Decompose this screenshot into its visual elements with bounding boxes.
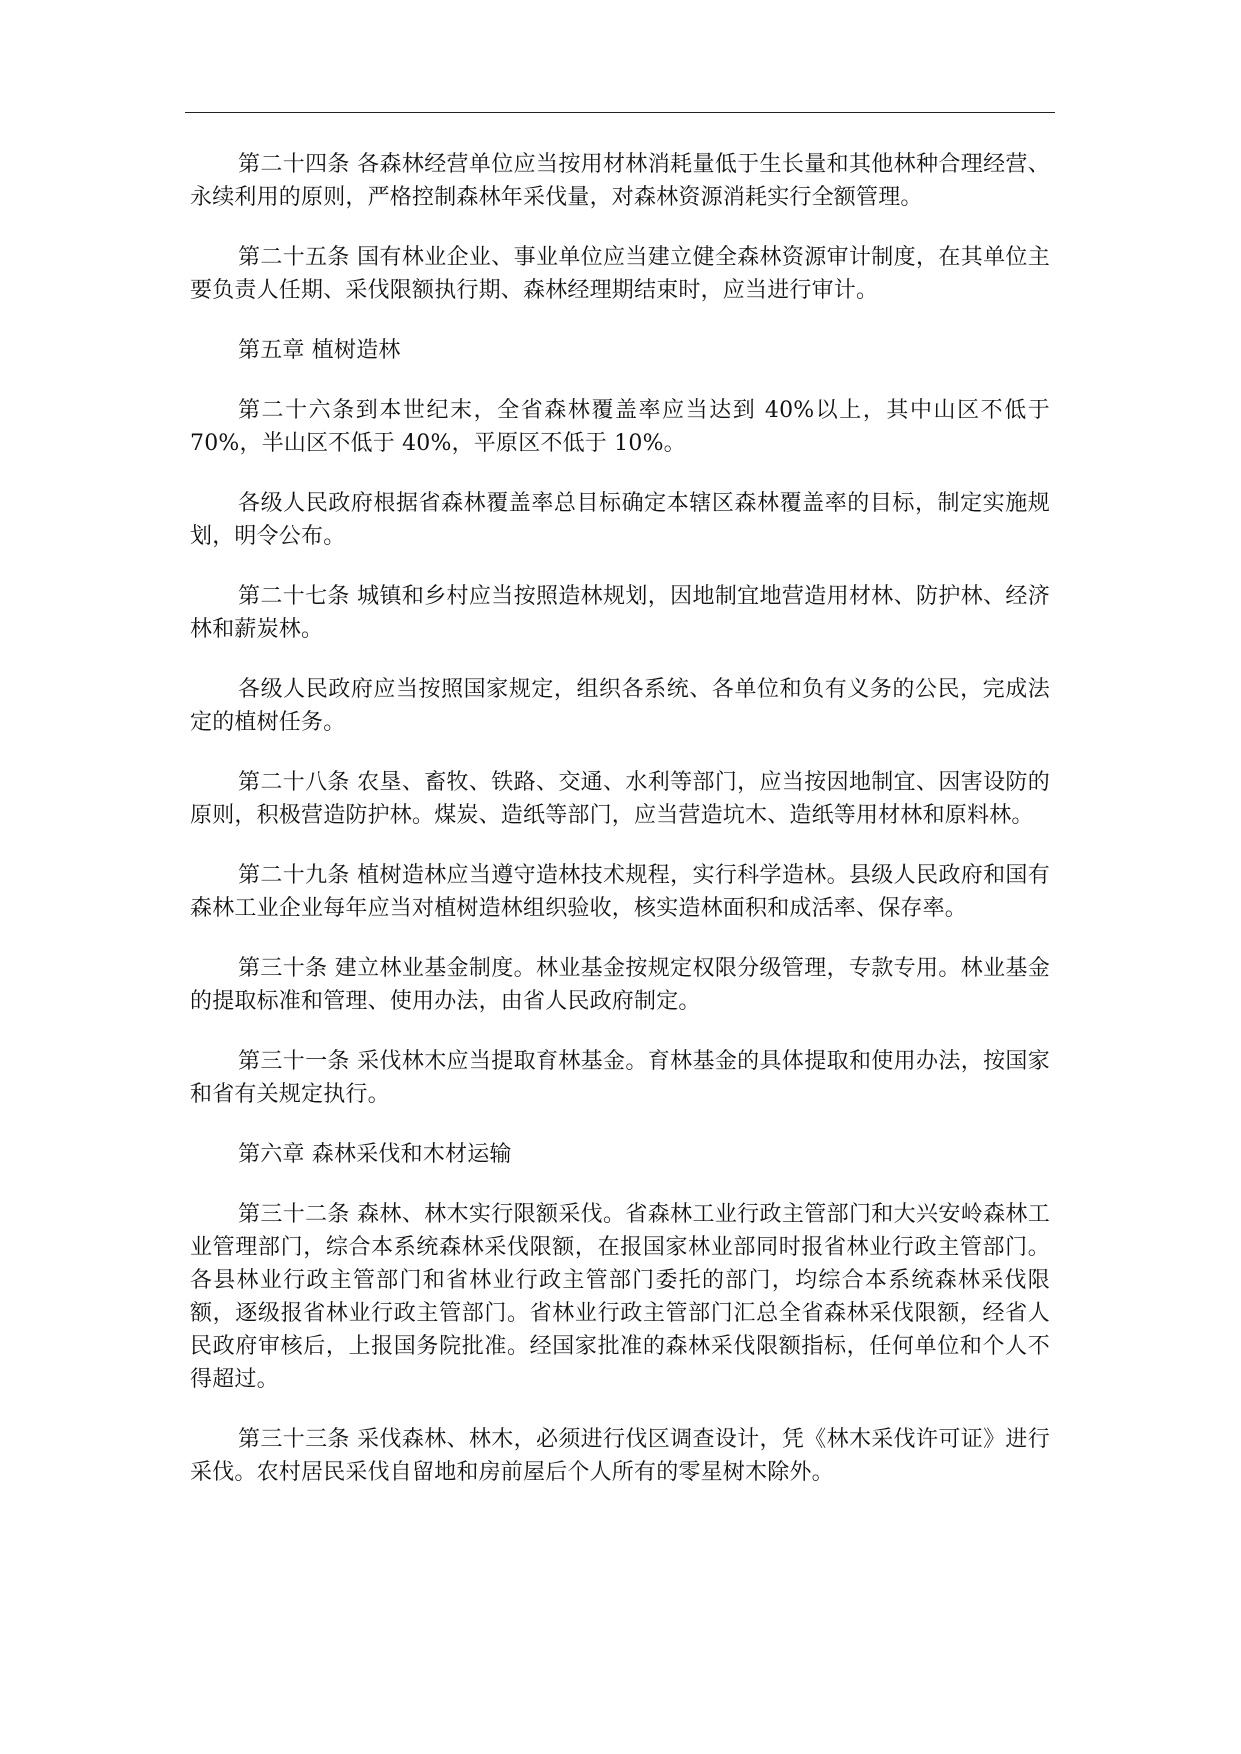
article-25: 第二十五条 国有林业企业、事业单位应当建立健全森林资源审计制度，在其单位主要负责人任期、采伐限额执行期、森林经理期结束时，应当进行审计。: [190, 245, 1050, 303]
article-32: 第三十二条 森林、林木实行限额采伐。省森林工业行政主管部门和大兴安岭森林工业管理部门，综合本系统森林采伐限额，在报国家林业部同时报省林业行政主管部门。各县林业行政主管部门和省林业行政主管部门委托的部门，均综合本系统森林采伐限额，逐级报省林业行政主管部门。省林业行政主管部门汇总全省森林采伐限额，经省人民政府审核后，上报国务院批准。经国家批准的森林采伐限额指标，任何单位和个人不得超过。: [190, 1202, 1050, 1392]
article-29: 第二十九条 植树造林应当遵守造林技术规程，实行科学造林。县级人民政府和国有森林工业企业每年应当对植树造林组织验收，核实造林面积和成活率、保存率。: [190, 863, 1050, 921]
article-24: 第二十四条 各森林经营单位应当按用材林消耗量低于生长量和其他林种合理经营、永续利用的原则，严格控制森林年采伐量，对森林资源消耗实行全额管理。: [190, 152, 1050, 210]
article-30: 第三十条 建立林业基金制度。林业基金按规定权限分级管理，专款专用。林业基金的提取标准和管理、使用办法，由省人民政府制定。: [190, 956, 1050, 1014]
article-28: 第二十八条 农垦、畜牧、铁路、交通、水利等部门，应当按因地制宜、因害设防的原则，积极营造防护林。煤炭、造纸等部门，应当营造坑木、造纸等用材林和原料林。: [190, 770, 1050, 828]
document-body: [190, 148, 1050, 1516]
article-27-paragraph-2: 各级人民政府应当按照国家规定，组织各系统、各单位和负有义务的公民，完成法定的植树任务。: [190, 677, 1050, 735]
chapter-6-heading: 第六章 森林采伐和木材运输: [238, 1142, 512, 1167]
article-27: 第二十七条 城镇和乡村应当按照造林规划，因地制宜地营造用材林、防护林、经济林和薪炭林。: [190, 584, 1050, 642]
header-rule: [185, 112, 1055, 113]
article-33: 第三十三条 采伐森林、林木，必须进行伐区调查设计，凭《林木采伐许可证》进行采伐。农村居民采伐自留地和房前屋后个人所有的零星树木除外。: [190, 1427, 1050, 1485]
article-26: 第二十六条到本世纪末，全省森林覆盖率应当达到 40%以上，其中山区不低于 70%，半山区不低于 40%，平原区不低于 10%。: [190, 398, 1050, 456]
article-26-paragraph-2: 各级人民政府根据省森林覆盖率总目标确定本辖区森林覆盖率的目标，制定实施规划，明令公布。: [190, 491, 1050, 549]
article-31: 第三十一条 采伐林木应当提取育林基金。育林基金的具体提取和使用办法，按国家和省有关规定执行。: [190, 1049, 1050, 1107]
chapter-5-heading: 第五章 植树造林: [238, 338, 401, 363]
